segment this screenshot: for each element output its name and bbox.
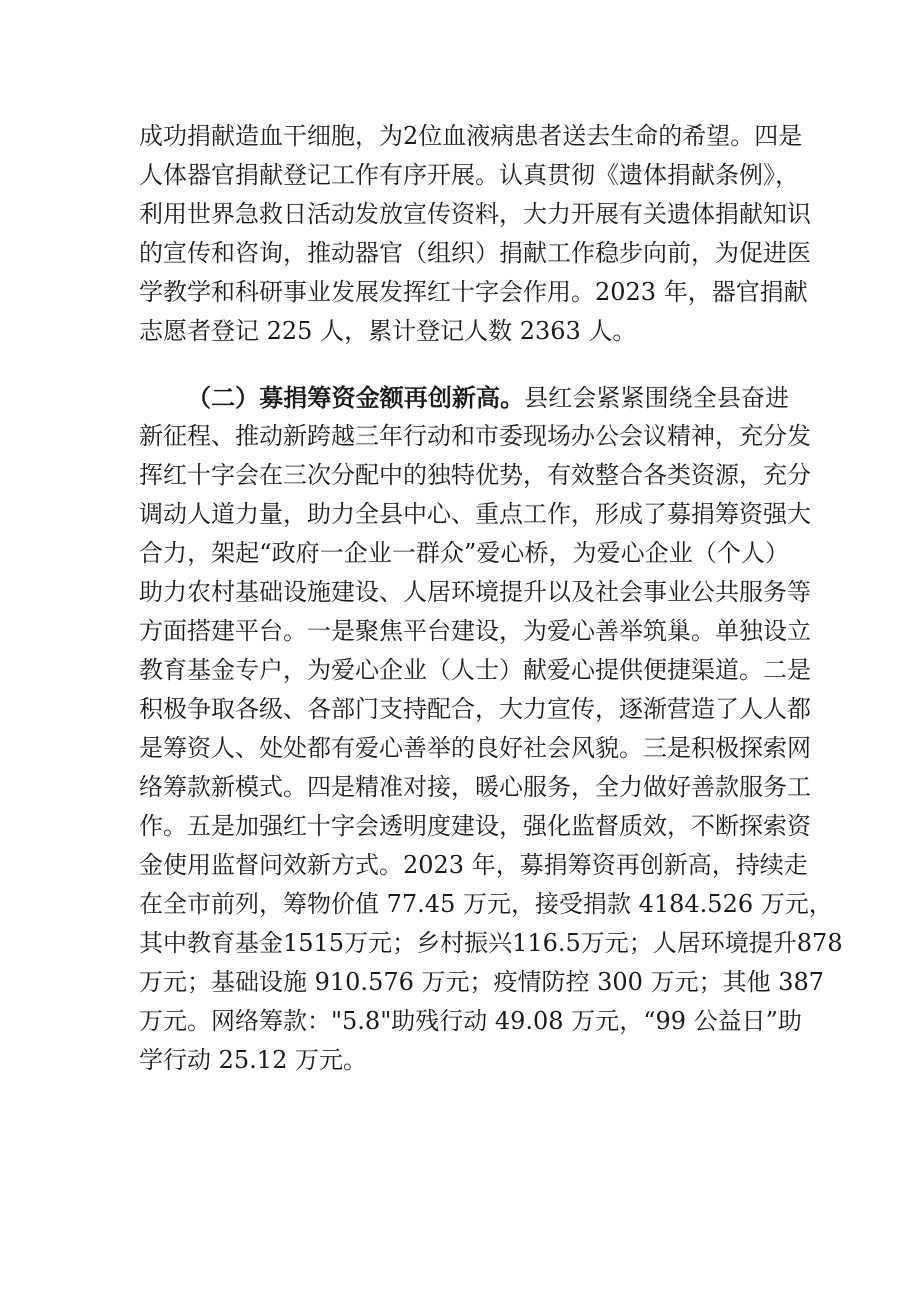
- text-line: 人体器官捐献登记工作有序开展。认真贯彻《遗体捐献条例》，: [139, 161, 799, 189]
- text-line: 学教学和科研事业发展发挥红十字会作用。2023 年，器官捐献: [139, 278, 808, 306]
- text-line: 调动人道力量，助力全县中心、重点工作，形成了募捐筹资强大: [139, 500, 811, 528]
- paragraph-blood-and-organ-donation: [139, 117, 811, 351]
- section-heading: （二）募捐筹资金额再创新高。: [187, 383, 525, 412]
- text-line: 在全市前列，筹物价值 77.45 万元，接受捐款 4184.526 万元，: [139, 890, 833, 918]
- text-line: 万元。网络筹款："5.8"助残行动 49.08 万元，“99 公益日”助: [139, 1007, 802, 1035]
- text-line: 络筹款新模式。四是精准对接，暖心服务，全力做好善款服务工: [139, 773, 811, 801]
- text-line: 金使用监督问效新方式。2023 年，募捐筹资再创新高，持续走: [139, 851, 808, 879]
- text-line: 成功捐献造血干细胞，为2位血液病患者送去生命的希望。四是: [139, 122, 803, 150]
- text-line: 其中教育基金1515万元；乡村振兴116.5万元；人居环境提升878: [139, 929, 843, 957]
- text-line-with-heading: [139, 378, 789, 417]
- text-line: 是筹资人、处处都有爱心善举的良好社会风貌。三是积极探索网: [139, 734, 811, 762]
- text-line: 新征程、推动新跨越三年行动和市委现场办公会议精神，充分发: [139, 422, 811, 450]
- text-line: 助力农村基础设施建设、人居环境提升以及社会事业公共服务等: [139, 578, 811, 606]
- text-line: 挥红十字会在三次分配中的独特优势，有效整合各类资源，充分: [139, 461, 811, 489]
- paragraph-fundraising: [139, 378, 843, 1080]
- text-line: 学行动 25.12 万元。: [139, 1046, 367, 1074]
- text-line: 作。五是加强红十字会透明度建设，强化监督质效，不断探索资: [139, 812, 811, 840]
- heading-line-text: 县红会紧紧围绕全县奋进: [524, 384, 790, 412]
- text-line: 方面搭建平台。一是聚焦平台建设，为爱心善举筑巢。单独设立: [139, 617, 811, 645]
- text-line: 的宣传和咨询，推动器官（组织）捐献工作稳步向前，为促进医: [139, 239, 811, 267]
- text-line: 积极争取各级、各部门支持配合，大力宣传，逐渐营造了人人都: [139, 695, 811, 723]
- text-line: 志愿者登记 225 人，累计登记人数 2363 人。: [139, 317, 637, 345]
- text-line: 合力，架起“政府一企业一群众”爱心桥，为爱心企业（个人）: [139, 539, 789, 567]
- text-line: 万元；基础设施 910.576 万元；疫情防控 300 万元；其他 387: [139, 968, 825, 996]
- text-line: 利用世界急救日活动发放宣传资料，大力开展有关遗体捐献知识: [139, 200, 811, 228]
- text-line: 教育基金专户，为爱心企业（人士）献爱心提供便捷渠道。二是: [139, 656, 811, 684]
